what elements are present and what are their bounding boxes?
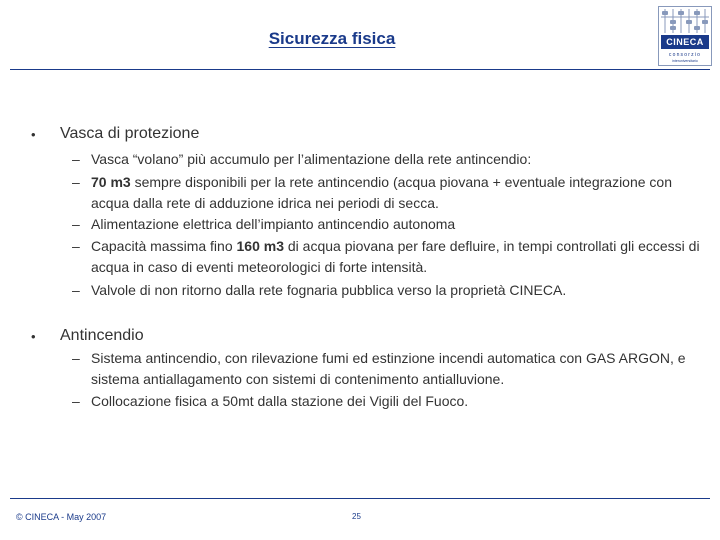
item-text: Alimentazione elettrica dell’impianto antincendio autonoma [91,216,456,232]
title-divider [10,69,710,70]
logo-tagline: interuniversitario [672,59,698,63]
cineca-logo [658,6,712,66]
footer-copyright: © CINECA - May 2007 [16,512,107,522]
slide-title: Sicurezza fisica [268,29,396,48]
item-text: Vasca “volano” più accumulo per l’alimentazione della rete antincendio: [91,151,532,167]
item-text: Valvole di non ritorno dalla rete fognaria pubblica verso la proprietà CINECA. [91,282,567,298]
logo-wordmark: CINECA [661,35,709,49]
dash-marker: – [72,174,80,190]
bullet-marker: • [31,329,36,344]
item-text: Collocazione fisica a 50mt dalla stazione dei Vigili del Fuoco. [91,393,469,409]
section-heading: Antincendio [60,327,144,344]
item-text: di acqua piovana per fare defluire, in tempi controllati gli eccessi di acqua in caso di eventi meteorologici di forte intensità. [91,238,700,275]
item-bold: 160 m3 [236,238,284,254]
item-text: sempre disponibili per la rete antincendio (acqua piovana + eventuale integrazione con acqua dalla rete di adduzione idrica nei periodi di secca. [91,174,672,211]
footer-divider [10,498,710,499]
dash-marker: – [72,393,80,409]
bullet-marker: • [31,127,36,142]
item-text: Capacità massima fino [91,238,237,254]
dash-marker: – [72,216,80,232]
logo-subtitle: consorzio [668,52,702,58]
abacus-icon [659,7,711,35]
item-text: Sistema antincendio, con rilevazione fumi ed estinzione incendi automatica con GAS ARGON, e sistema antiallagamento con sistemi di contenimento antialluvione. [91,350,686,387]
dash-marker: – [72,238,80,254]
dash-marker: – [72,282,80,298]
section-heading: Vasca di protezione [60,125,200,142]
page-number: 25 [352,512,361,521]
dash-marker: – [72,350,80,366]
item-bold: 70 m3 [91,174,131,190]
dash-marker: – [72,151,80,167]
